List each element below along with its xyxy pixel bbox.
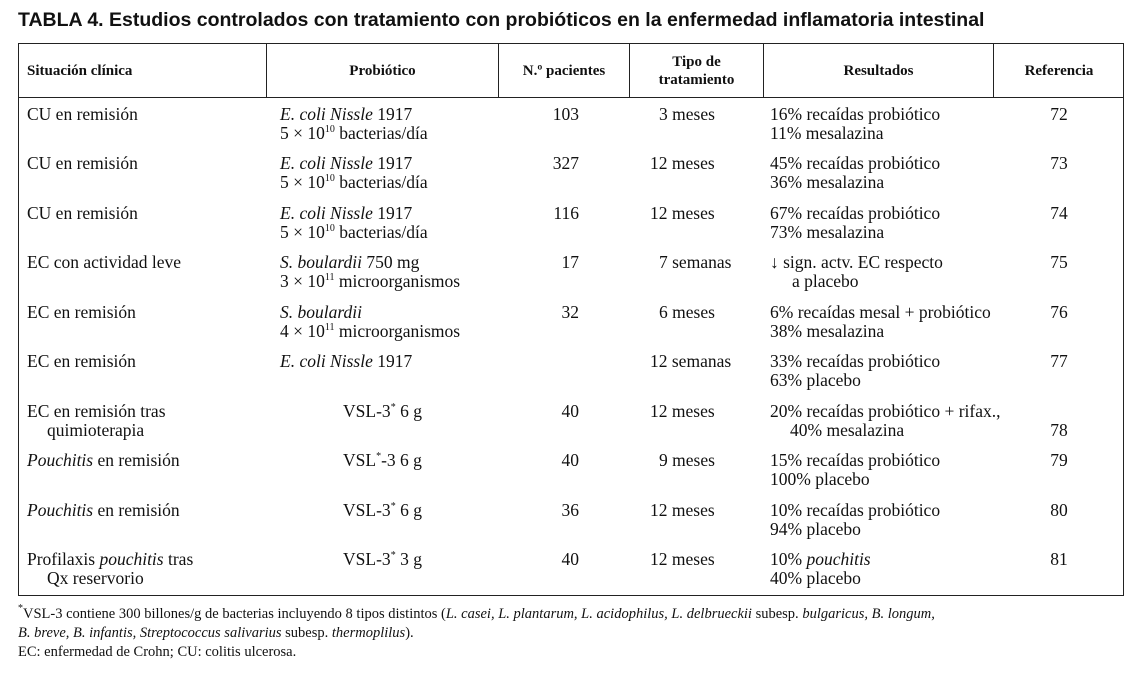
cell-referencia: 73 xyxy=(1050,153,1068,173)
cell-probiotico xyxy=(280,204,428,242)
cell-situacion xyxy=(27,451,180,470)
probiotic-strain: 1917 xyxy=(372,351,413,371)
footnote-text: subesp. xyxy=(751,606,803,622)
cell-referencia: 79 xyxy=(1050,450,1068,470)
result-line1: 67% recaídas probiótico xyxy=(770,203,941,223)
table-row xyxy=(19,98,1123,148)
footnote-mark: * xyxy=(390,550,396,561)
dose-unit: bacterias/día xyxy=(334,123,428,143)
cell-situacion: EC en remisión xyxy=(27,302,136,322)
cell-tipo: 12 meses xyxy=(650,549,715,569)
table-row xyxy=(19,494,1123,544)
cell-referencia: 78 xyxy=(1050,420,1068,440)
header-situacion: Situación clínica xyxy=(27,62,133,79)
result-line1: 45% recaídas probiótico xyxy=(770,153,941,173)
situation-italic: Pouchitis xyxy=(27,500,94,520)
situation-rest: en remisión xyxy=(93,450,180,470)
table-header xyxy=(19,44,1123,98)
footnote-mark: * xyxy=(18,603,23,614)
dose-exponent: 10 xyxy=(324,223,335,234)
table-row xyxy=(19,296,1123,346)
cell-pacientes: 40 xyxy=(561,450,579,470)
dose-unit: microorganismos xyxy=(334,321,461,341)
cell-referencia: 76 xyxy=(1050,302,1068,322)
situation-italic: pouchitis xyxy=(99,549,164,569)
dose-base: 5 × 10 xyxy=(280,123,325,143)
dose-unit: bacterias/día xyxy=(334,222,428,242)
cell-referencia: 74 xyxy=(1050,203,1068,223)
table-row xyxy=(19,395,1123,445)
cell-tipo: 3 meses xyxy=(659,104,715,124)
table-row xyxy=(19,345,1123,395)
probiotic-strain: 1917 xyxy=(372,203,413,223)
probiotic-strain: 750 mg xyxy=(362,252,420,272)
situation-italic: Pouchitis xyxy=(27,450,94,470)
cell-pacientes: 40 xyxy=(561,549,579,569)
cell-referencia: 75 xyxy=(1050,252,1068,272)
cell-referencia: 81 xyxy=(1050,549,1068,569)
cell-pacientes: 116 xyxy=(553,203,579,223)
cell-tipo: 12 meses xyxy=(650,153,715,173)
result-line2: 100% placebo xyxy=(770,469,870,489)
header-tipo-line1: Tipo de xyxy=(672,53,721,70)
result-line1: 16% recaídas probiótico xyxy=(770,104,941,124)
cell-probiotico xyxy=(280,303,460,341)
dose-exponent: 10 xyxy=(324,173,335,184)
cell-situacion xyxy=(27,402,166,440)
probiotic-name: VSL-3 xyxy=(343,500,391,520)
footnote-mark: * xyxy=(390,402,396,413)
dose-base: 3 × 10 xyxy=(280,271,325,291)
cell-tipo: 7 semanas xyxy=(659,252,732,272)
result-line2: 36% mesalazina xyxy=(770,172,885,192)
cell-resultados xyxy=(770,352,940,390)
dose-base: 4 × 10 xyxy=(280,321,325,341)
result-line2: 73% mesalazina xyxy=(770,222,885,242)
footnote-line2 xyxy=(18,624,1128,643)
cell-pacientes: 17 xyxy=(561,252,579,272)
result-line1: 33% recaídas probiótico xyxy=(770,351,941,371)
result-line1: 15% recaídas probiótico xyxy=(770,450,941,470)
situation-line2: quimioterapia xyxy=(47,420,145,440)
cell-situacion: EC en remisión xyxy=(27,351,136,371)
result-pre: 10% xyxy=(770,549,807,569)
cell-pacientes: 103 xyxy=(552,104,579,124)
probiotic-name: E. coli Nissle xyxy=(280,203,373,223)
cell-resultados xyxy=(770,105,940,143)
result-line2: 38% mesalazina xyxy=(770,321,885,341)
situation-line2: Qx reservorio xyxy=(47,568,144,588)
dose-exponent: 11 xyxy=(324,322,335,333)
footnote-species: thermoplilus xyxy=(331,625,406,641)
result-line1: ↓ sign. actv. EC respecto xyxy=(770,252,943,272)
table-row xyxy=(19,543,1123,593)
probiotic-name: VSL xyxy=(343,450,377,470)
probiotic-dose: -3 6 g xyxy=(381,450,422,470)
header-tipo-line2: tratamiento xyxy=(658,71,735,88)
probiotic-name: E. coli Nissle xyxy=(280,153,373,173)
cell-resultados xyxy=(770,204,940,242)
cell-tipo: 12 meses xyxy=(650,203,715,223)
cell-probiotico xyxy=(267,550,498,569)
result-line1: 20% recaídas probiótico + rifax., xyxy=(770,401,1001,421)
footnote-text: VSL-3 contiene 300 billones/g de bacterias incluyendo 8 tipos distintos ( xyxy=(23,606,446,622)
data-table xyxy=(18,43,1124,596)
table-row xyxy=(19,147,1123,197)
cell-referencia: 72 xyxy=(1050,104,1068,124)
cell-probiotico xyxy=(267,451,498,470)
cell-situacion xyxy=(27,550,193,588)
footnote-mark: * xyxy=(376,451,382,462)
cell-resultados xyxy=(770,550,871,588)
probiotic-name: VSL-3 xyxy=(343,549,391,569)
result-line1: 6% recaídas mesal + probiótico xyxy=(770,302,991,322)
table-title: TABLA 4. Estudios controlados con tratamiento con probióticos en la enfermedad inflamatoria intestinal xyxy=(18,9,985,31)
result-line2: 40% placebo xyxy=(770,568,861,588)
table-row xyxy=(19,246,1123,296)
footnote-species: bulgaricus, B. longum, xyxy=(802,606,935,622)
header-referencia: Referencia xyxy=(1024,62,1094,79)
probiotic-name: S. boulardii xyxy=(280,252,362,272)
result-line2: a placebo xyxy=(792,271,859,291)
footnote-species: B. breve, B. infantis, Streptococcus salivarius xyxy=(18,625,282,641)
result-line2: 94% placebo xyxy=(770,519,861,539)
header-tipo xyxy=(630,44,763,97)
dose-exponent: 11 xyxy=(324,272,335,283)
cell-resultados xyxy=(770,501,940,539)
cell-tipo: 12 meses xyxy=(650,401,715,421)
footnote-text: subesp. xyxy=(281,625,332,641)
dose-unit: bacterias/día xyxy=(334,172,428,192)
dose-base: 5 × 10 xyxy=(280,172,325,192)
table-footnotes xyxy=(18,605,1128,662)
situation-rest: tras xyxy=(163,549,194,569)
cell-situacion: CU en remisión xyxy=(27,203,138,223)
cell-resultados xyxy=(770,402,1000,440)
header-resultados: Resultados xyxy=(843,62,914,79)
cell-tipo: 12 meses xyxy=(650,500,715,520)
cell-situacion: EC con actividad leve xyxy=(27,252,182,272)
probiotic-name: VSL-3 xyxy=(343,401,391,421)
header-probiotico: Probiótico xyxy=(349,62,416,79)
header-pacientes: N.º pacientes xyxy=(522,62,606,79)
cell-tipo: 6 meses xyxy=(659,302,715,322)
footnote-line1 xyxy=(18,605,1128,624)
cell-tipo: 12 semanas xyxy=(650,351,732,371)
cell-probiotico xyxy=(280,105,428,143)
cell-situacion: CU en remisión xyxy=(27,104,138,124)
cell-situacion xyxy=(27,501,180,520)
table-row xyxy=(19,197,1123,247)
cell-referencia: 80 xyxy=(1050,500,1068,520)
probiotic-dose: 6 g xyxy=(395,401,422,421)
cell-tipo: 9 meses xyxy=(659,450,715,470)
footnote-text: ). xyxy=(405,625,414,641)
cell-probiotico xyxy=(280,154,428,192)
cell-resultados xyxy=(770,451,940,489)
cell-probiotico xyxy=(267,402,498,421)
probiotic-dose: 6 g xyxy=(395,500,422,520)
cell-situacion: CU en remisión xyxy=(27,153,138,173)
cell-referencia: 77 xyxy=(1050,351,1068,371)
dose-exponent: 10 xyxy=(324,124,335,135)
result-line2: 11% mesalazina xyxy=(770,123,884,143)
situation-pre: Profilaxis xyxy=(27,549,100,569)
table-row xyxy=(19,444,1123,494)
cell-resultados xyxy=(770,154,940,192)
result-line2: 63% placebo xyxy=(770,370,861,390)
situation-rest: en remisión xyxy=(93,500,180,520)
footnote-mark: * xyxy=(390,501,396,512)
result-line1: 10% recaídas probiótico xyxy=(770,500,941,520)
probiotic-strain: 1917 xyxy=(372,153,413,173)
probiotic-strain: 1917 xyxy=(372,104,413,124)
cell-probiotico xyxy=(280,253,460,291)
probiotic-dose: 3 g xyxy=(395,549,422,569)
situation-line1: EC en remisión tras xyxy=(27,401,166,421)
dose-unit: microorganismos xyxy=(334,271,461,291)
footnote-species: L. casei, L. plantarum, L. acidophilus, L. delbrueckii xyxy=(445,606,752,622)
footnote-abbreviations: EC: enfermedad de Crohn; CU: colitis ulcerosa. xyxy=(18,644,297,660)
cell-pacientes: 32 xyxy=(561,302,579,322)
cell-resultados xyxy=(770,303,991,341)
cell-resultados xyxy=(770,253,943,291)
probiotic-name: E. coli Nissle xyxy=(280,351,373,371)
result-italic: pouchitis xyxy=(806,549,871,569)
probiotic-name: S. boulardii xyxy=(280,302,362,322)
result-line2: 40% mesalazina xyxy=(790,420,905,440)
cell-probiotico xyxy=(267,501,498,520)
cell-pacientes: 36 xyxy=(561,500,579,520)
probiotic-name: E. coli Nissle xyxy=(280,104,373,124)
dose-base: 5 × 10 xyxy=(280,222,325,242)
cell-pacientes: 327 xyxy=(552,153,579,173)
cell-probiotico xyxy=(280,352,412,371)
cell-pacientes: 40 xyxy=(561,401,579,421)
